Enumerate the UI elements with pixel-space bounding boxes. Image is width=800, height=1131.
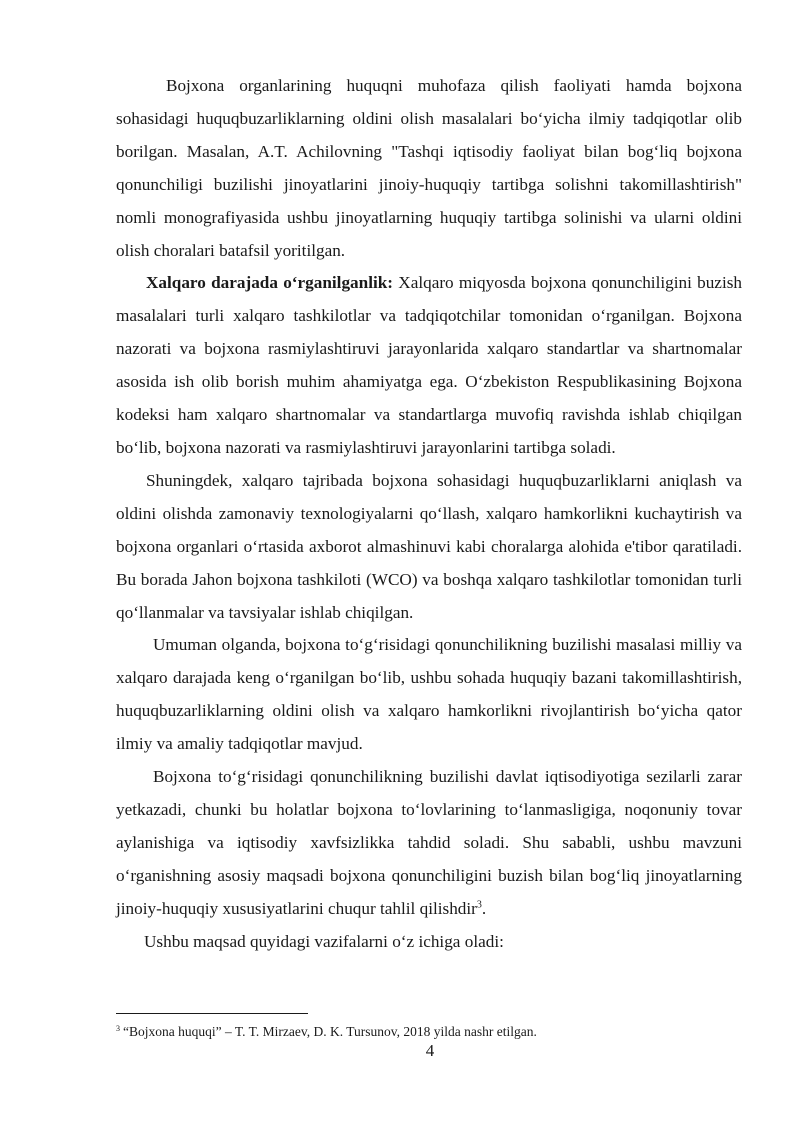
paragraph-text-end: . [481, 898, 487, 918]
paragraph-summary [116, 629, 742, 761]
paragraph-text: Shuningdek, xalqaro tajribada bojxona sohasidagi huquqbuzarliklarni aniqlash va oldini olishda zamonaviy texnologiyalarni qo‘llash, xalqaro hamkorlikni kuchaytirish va bojxona organlari o‘rtasida axborot almashinuvi kabi choralarga alohida e'tibor qaratiladi. Bu borada Jahon bojxona tashkiloti (WCO) va boshqa xalqaro tashkilotlar tomonidan turli qo‘llanmalar va tavsiyalar ishlab chiqilgan. [116, 470, 742, 622]
paragraph-research-goal [116, 761, 742, 926]
paragraph-text: Bojxona to‘g‘risidagi qonunchilikning buzilishi davlat iqtisodiyotiga sezilarli zarar yetkazadi, chunki bu holatlar bojxona to‘lovlarining to‘lanmasligiga, noqonuniy tovar aylanishiga va iqtisodiy xavfsizlikka tahdid soladi. Shu sababli, ushbu mavzuni o‘rganishning asosiy maqsadi bojxona qonunchiligini buzish bilan bog‘liq jinoyatlarning jinoiy-huquqiy xususiyatlarini chuqur tahlil qilishdir [116, 767, 742, 918]
paragraph-research-overview [116, 70, 742, 267]
paragraph-text: Umuman olganda, bojxona to‘g‘risidagi qonunchilikning buzilishi masalasi milliy va xalqaro darajada keng o‘rganilgan bo‘lib, ushbu sohada huquqiy bazani takomillashtirish, huquqbuzarliklarning oldini olish va xalqaro hamkorlikni rivojlantirish bo‘yicha qator ilmiy va amaliy tadqiqotlar mavjud. [116, 635, 742, 754]
paragraph-bold-lead: Xalqaro darajada o‘rganilganlik: [146, 273, 394, 293]
footnote [116, 1023, 742, 1041]
paragraph-tasks-intro [116, 926, 742, 959]
page-number: 4 [425, 1041, 435, 1060]
paragraph-text: Ushbu maqsad quyidagi vazifalarni o‘z ichiga oladi: [144, 931, 504, 951]
paragraph-international-practice [116, 465, 742, 630]
footnote-mark: 3 [116, 1023, 120, 1033]
paragraph-international-study [116, 267, 742, 464]
footnote-text: “Bojxona huquqi” – T. T. Mirzaev, D. K. Tursunov, 2018 yilda nashr etilgan. [123, 1024, 537, 1039]
footnote-divider [116, 1013, 308, 1014]
paragraph-text: Bojxona organlarining huquqni muhofaza qilish faoliyati hamda bojxona sohasidagi huquqbuzarliklarning oldini olish masalalari bo‘yicha ilmiy tadqiqotlar olib borilgan. Masalan, A.T. Achilovning "Tashqi iqtisodiy faoliyat bilan bog‘liq bojxona qonunchiligi buzilishi jinoyatlarini jinoiy-huquqiy tartibga solishni takomillashtirish" nomli monografiyasida ushbu jinoyatlarning huquqiy tartibga solinishi va ularni oldini olish choralari batafsil yoritilgan. [116, 76, 742, 260]
body-text [116, 70, 742, 958]
paragraph-text: Xalqaro miqyosda bojxona qonunchiligini buzish masalalari turli xalqaro tashkilotlar va tadqiqotchilar tomonidan o‘rganilgan. Bojxona nazorati va bojxona rasmiylashtiruvi jarayonlarida xalqaro standartlar va shartnomalar asosida ish olib borish muhim ahamiyatga ega. O‘zbekiston Respublikasining Bojxona kodeksi ham xalqaro shartnomalar va standartlarga muvofiq ravishda ishlab chiqilgan bo‘lib, bojxona nazorati va rasmiylashtiruvi jarayonlarini tartibga soladi. [116, 273, 742, 457]
footnote-reference[interactable]: 3 [476, 898, 482, 910]
